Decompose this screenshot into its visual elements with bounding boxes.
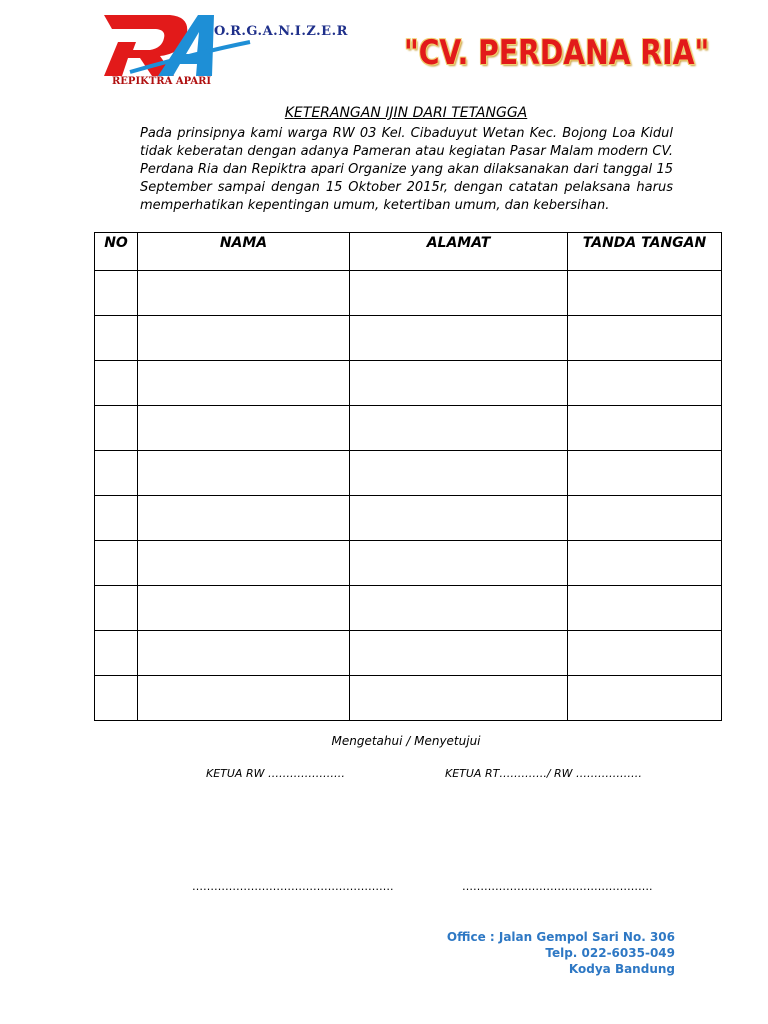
table-row [95, 541, 722, 586]
approval-label: Mengetahui / Menyetujui [331, 734, 481, 748]
repiktra-text: REPIKTRA APARI [112, 76, 212, 87]
table-cell [350, 271, 568, 316]
table-cell [138, 361, 350, 406]
table-cell [95, 496, 138, 541]
office-address-line: Office : Jalan Gempol Sari No. 306 [446, 930, 675, 944]
table-cell [350, 361, 568, 406]
organizer-text: O.R.G.A.N.I.Z.E.R [214, 24, 348, 39]
table-cell [138, 406, 350, 451]
table-row [95, 496, 722, 541]
table-cell [95, 541, 138, 586]
table-cell [568, 541, 722, 586]
table-cell [350, 631, 568, 676]
column-header-tanda-tangan: TANDA TANGAN [568, 233, 722, 271]
column-header-alamat: ALAMAT [350, 233, 568, 271]
table-cell [138, 271, 350, 316]
table-cell [95, 676, 138, 721]
table-cell [568, 586, 722, 631]
table-row [95, 631, 722, 676]
document-title: KETERANGAN IJIN DARI TETANGGA [284, 105, 528, 121]
table-row [95, 271, 722, 316]
table-cell [138, 631, 350, 676]
ketua-rt-label: KETUA RT…………./ RW ……………… [445, 767, 643, 780]
table-cell [95, 631, 138, 676]
table-cell [568, 316, 722, 361]
table-cell [350, 406, 568, 451]
column-header-no: NO [95, 233, 138, 271]
table-row [95, 451, 722, 496]
intro-paragraph: Pada prinsipnya kami warga RW 03 Kel. Cibaduyut Wetan Kec. Bojong Loa Kidul tidak keberatan dengan adanya Pameran atau kegiatan Pasar Malam modern CV. Perdana Ria dan Repiktra apari Organize yang akan dilaksanakan dari tanggal 15 September sampai dengan 15 Oktober 2015r, dengan catatan pelaksana harus memperhatikan kepentingan umum, ketertiban umum, dan kebersihan. [140, 126, 673, 213]
table-cell [350, 316, 568, 361]
table-cell [95, 271, 138, 316]
table-cell [568, 631, 722, 676]
table-cell [568, 451, 722, 496]
table-cell [138, 541, 350, 586]
table-row [95, 316, 722, 361]
signature-table [94, 232, 722, 721]
table-cell [350, 676, 568, 721]
table-cell [138, 586, 350, 631]
ketua-rw-label: KETUA RW ………………… [206, 767, 345, 780]
table-cell [138, 316, 350, 361]
table-cell [138, 676, 350, 721]
table-cell [95, 451, 138, 496]
table-cell [568, 406, 722, 451]
table-cell [138, 451, 350, 496]
table-cell [568, 496, 722, 541]
table-cell [95, 361, 138, 406]
signature-line-rw: ………………………………………………. [192, 880, 394, 893]
table-row [95, 676, 722, 721]
office-address [447, 929, 675, 977]
table-cell [568, 361, 722, 406]
office-phone: Telp. 022-6035-049 [545, 946, 675, 960]
table-cell [95, 316, 138, 361]
table-cell [95, 406, 138, 451]
table-row [95, 361, 722, 406]
table-cell [350, 541, 568, 586]
table-cell [568, 271, 722, 316]
table-cell [568, 676, 722, 721]
table-cell [350, 586, 568, 631]
company-name: "CV. PERDANA RIA" [404, 33, 710, 73]
table-cell [95, 586, 138, 631]
signature-line-rt: ……………………………………………. [462, 880, 653, 893]
table-cell [350, 451, 568, 496]
table-row [95, 406, 722, 451]
table-cell [350, 496, 568, 541]
column-header-nama: NAMA [138, 233, 350, 271]
office-city: Kodya Bandung [568, 962, 675, 976]
table-cell [138, 496, 350, 541]
table-row [95, 586, 722, 631]
